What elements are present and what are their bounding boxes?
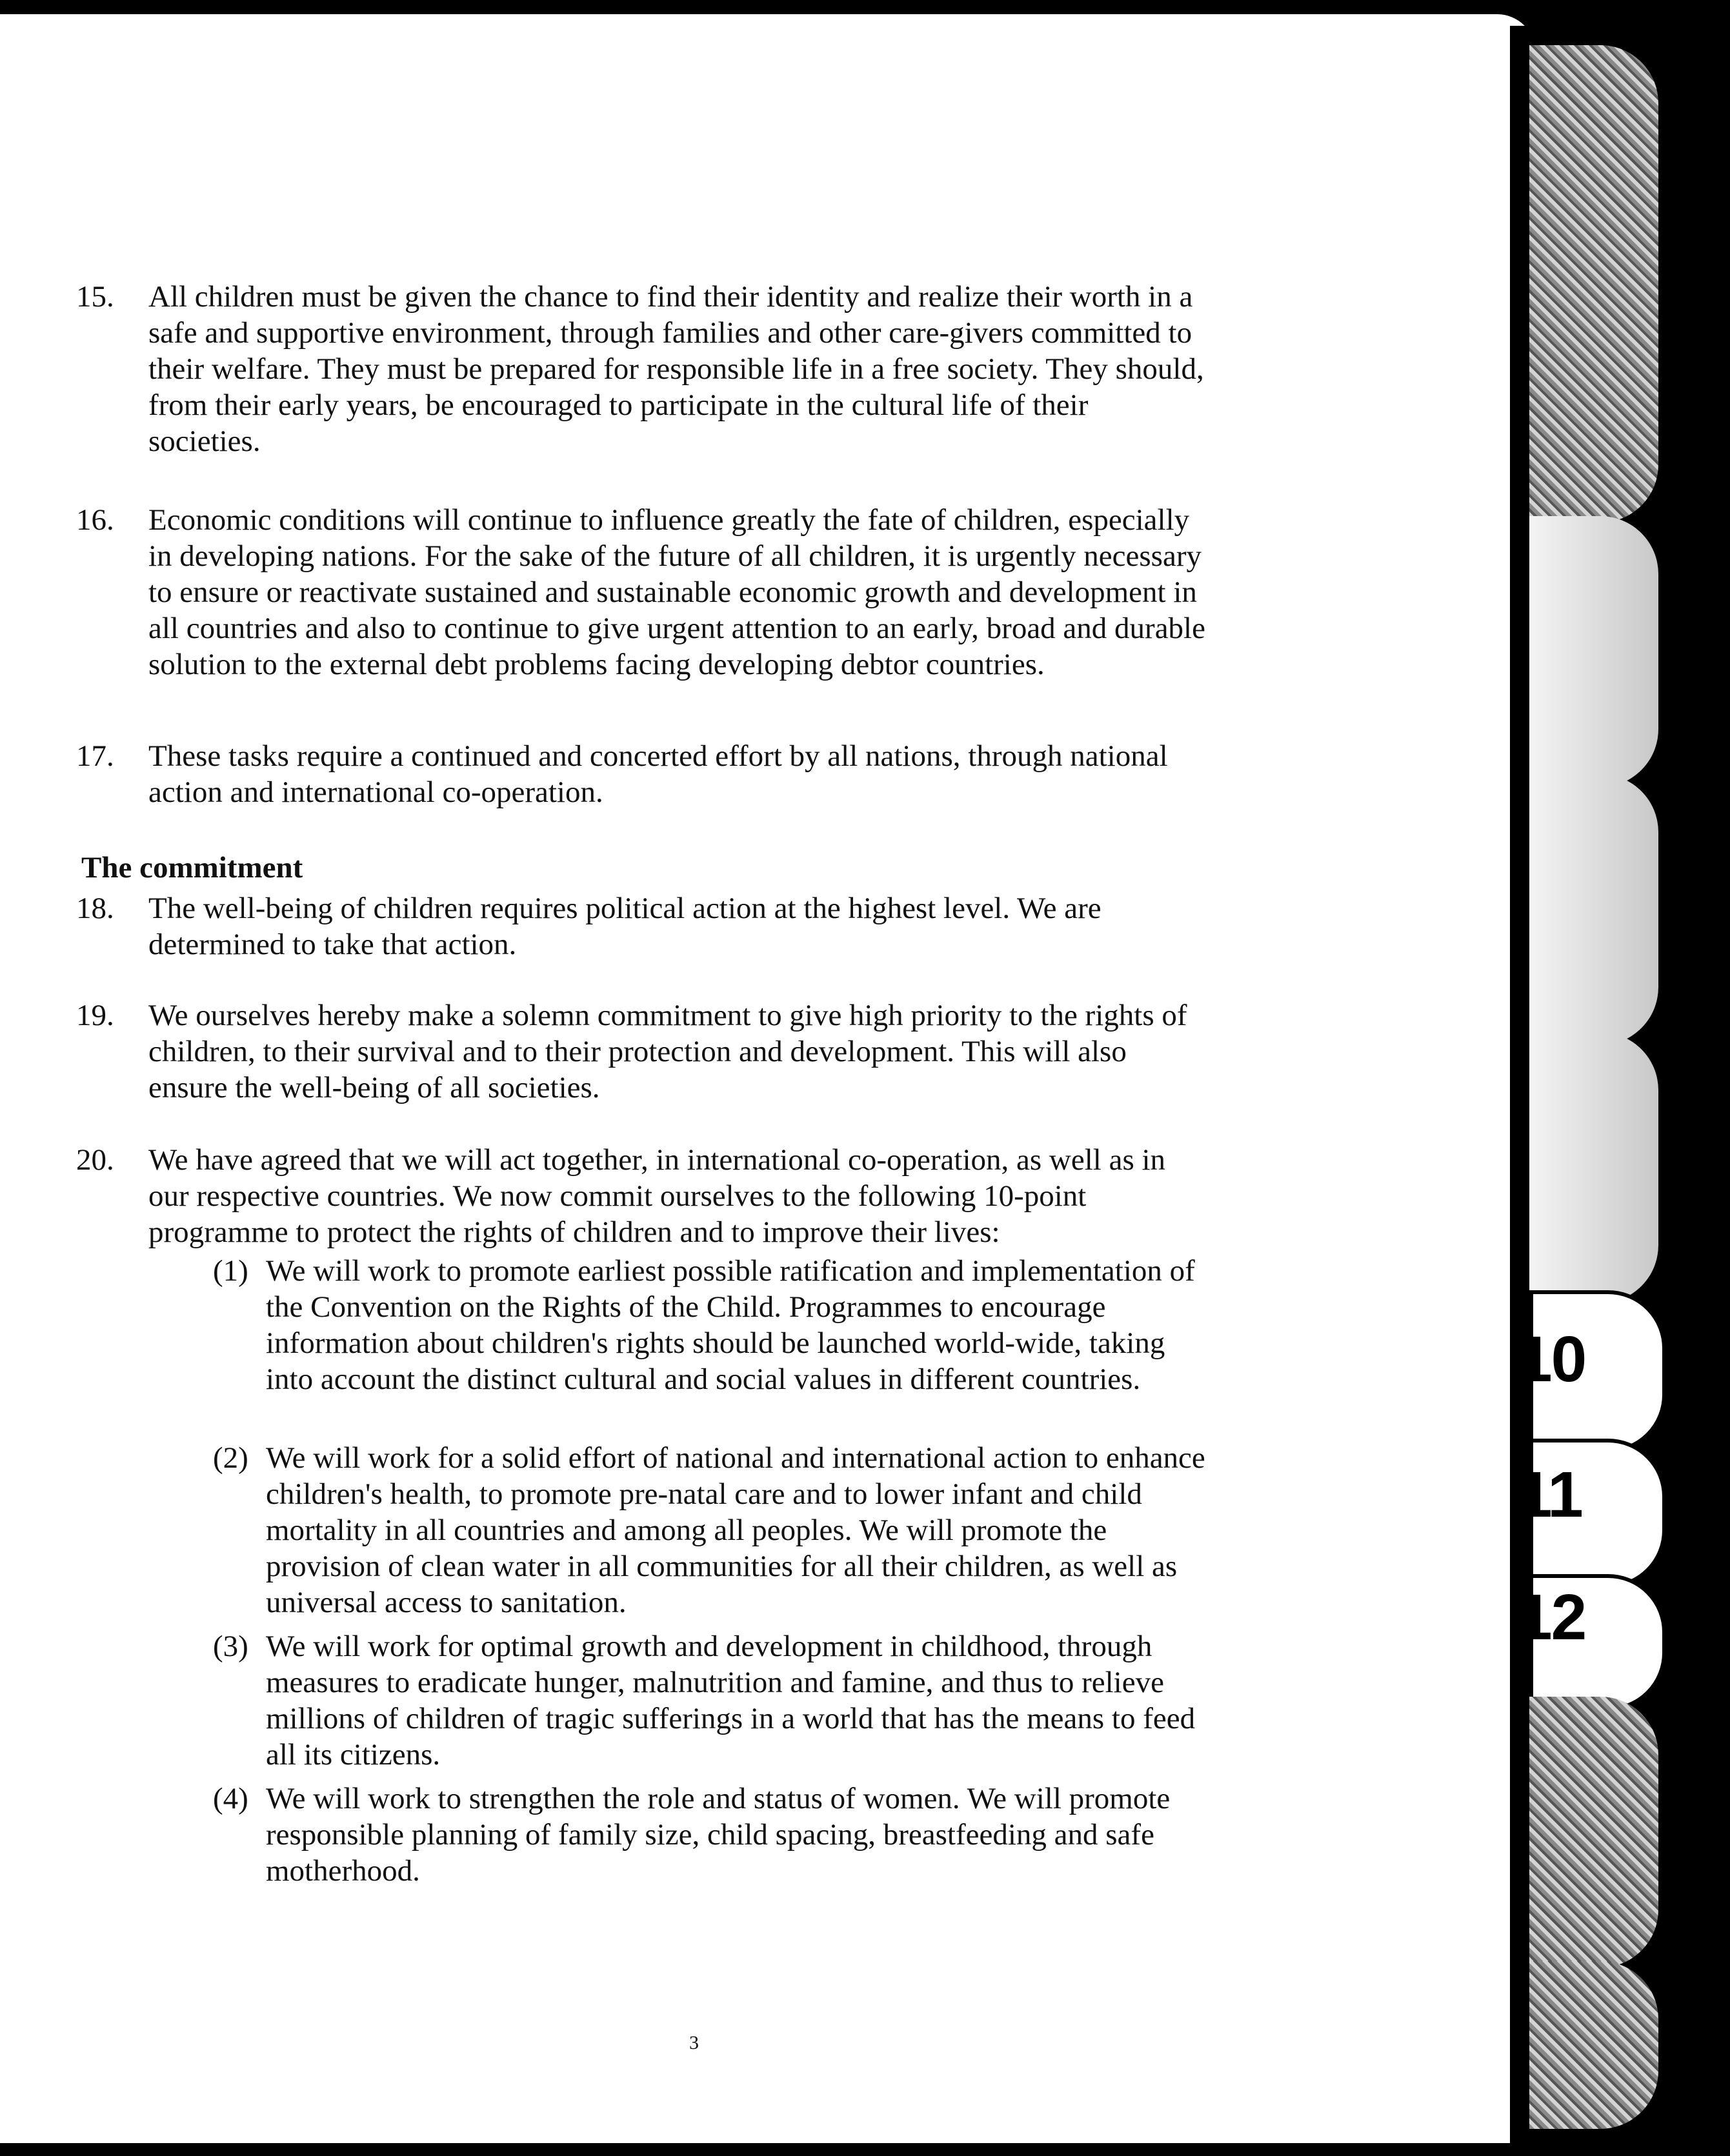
index-tab-light-3 (1529, 1032, 1658, 1303)
programme-item-text: We will work for optimal growth and development in childhood, through measures to eradicate hunger, malnutrition and famine, and thus to relieve millions of children of tragic sufferings in a world that has the means to feed all its citizens. (266, 1630, 1196, 1772)
paragraph-number: 20. (76, 1143, 114, 1177)
paragraph-text: These tasks require a continued and concerted effort by all nations, through national action and international co-operation. (148, 739, 1168, 809)
programme-item-text: We will work for a solid effort of national and international action to enhance children's health, to promote pre-natal care and to lower infant and child mortality in all countries and among all peoples. We will promote the provision of clean water in all communities for all their children, as well as universal access to sanitation. (266, 1441, 1205, 1619)
page-number: 3 (689, 2032, 699, 2053)
tab-label-11: 11 (1516, 1459, 1582, 1531)
paragraph-number: 19. (76, 999, 114, 1032)
paragraph-text: The well-being of children requires political action at the highest level. We are determined to take that action. (148, 892, 1101, 961)
index-tab-grey-2 (1529, 1697, 1658, 1968)
index-tab-light-1 (1529, 516, 1658, 787)
programme-item-number: (1) (213, 1254, 248, 1288)
paragraph-number: 18. (76, 892, 114, 925)
index-tabs (1510, 26, 1730, 2148)
tab-label-12: 12 (1516, 1581, 1586, 1653)
tab-label-10: 10 (1516, 1323, 1586, 1395)
paragraph-text: Economic conditions will continue to influence greatly the fate of children, especially in developing nations. For the sake of the future of all children, it is urgently necessary to ensure or reactivate sustained and sustainable economic growth and development in all countries and also to continue to give urgent attention to an early, broad and durable solution to the external debt problems facing developing debtor countries. (148, 503, 1205, 681)
programme-item-number: (4) (213, 1782, 248, 1815)
programme-item-number: (3) (213, 1630, 248, 1663)
paragraph-number: 15. (76, 280, 114, 314)
programme-item-text: We will work to strengthen the role and status of women. We will promote responsible planning of family size, child spacing, breastfeeding and safe motherhood. (266, 1782, 1171, 1888)
programme-item-text: We will work to promote earliest possible ratification and implementation of the Convention on the Rights of the Child. Programmes to encourage information about children's rights should be launched world-wide, taking into account the distinct cultural and social values in different countries. (266, 1254, 1195, 1396)
paragraph-number: 17. (76, 739, 114, 773)
index-tab-light-2 (1529, 774, 1658, 1045)
paragraph-text: We ourselves hereby make a solemn commitment to give high priority to the rights of children, to their survival and to their protection and development. This will also ensure the well-being of all societies. (148, 999, 1187, 1104)
index-tab-grey-3 (1529, 1961, 1658, 2129)
paragraph-number: 16. (76, 503, 114, 537)
programme-item-number: (2) (213, 1441, 248, 1475)
paragraph-text: All children must be given the chance to find their identity and realize their worth in a safe and supportive environment, through families and other care-givers committed to their welfare. They must be prepared for responsible life in a free society. They should, from their early years, be encouraged to participate in the cultural life of their societies. (148, 280, 1204, 458)
paragraph-text: We have agreed that we will act together, in international co-operation, as well as in our respective countries. We now commit ourselves to the following 10-point programme to protect the rights of children and to improve their lives: (148, 1143, 1166, 1249)
index-tab-grey-1 (1529, 45, 1658, 523)
section-heading: The commitment (81, 851, 303, 884)
